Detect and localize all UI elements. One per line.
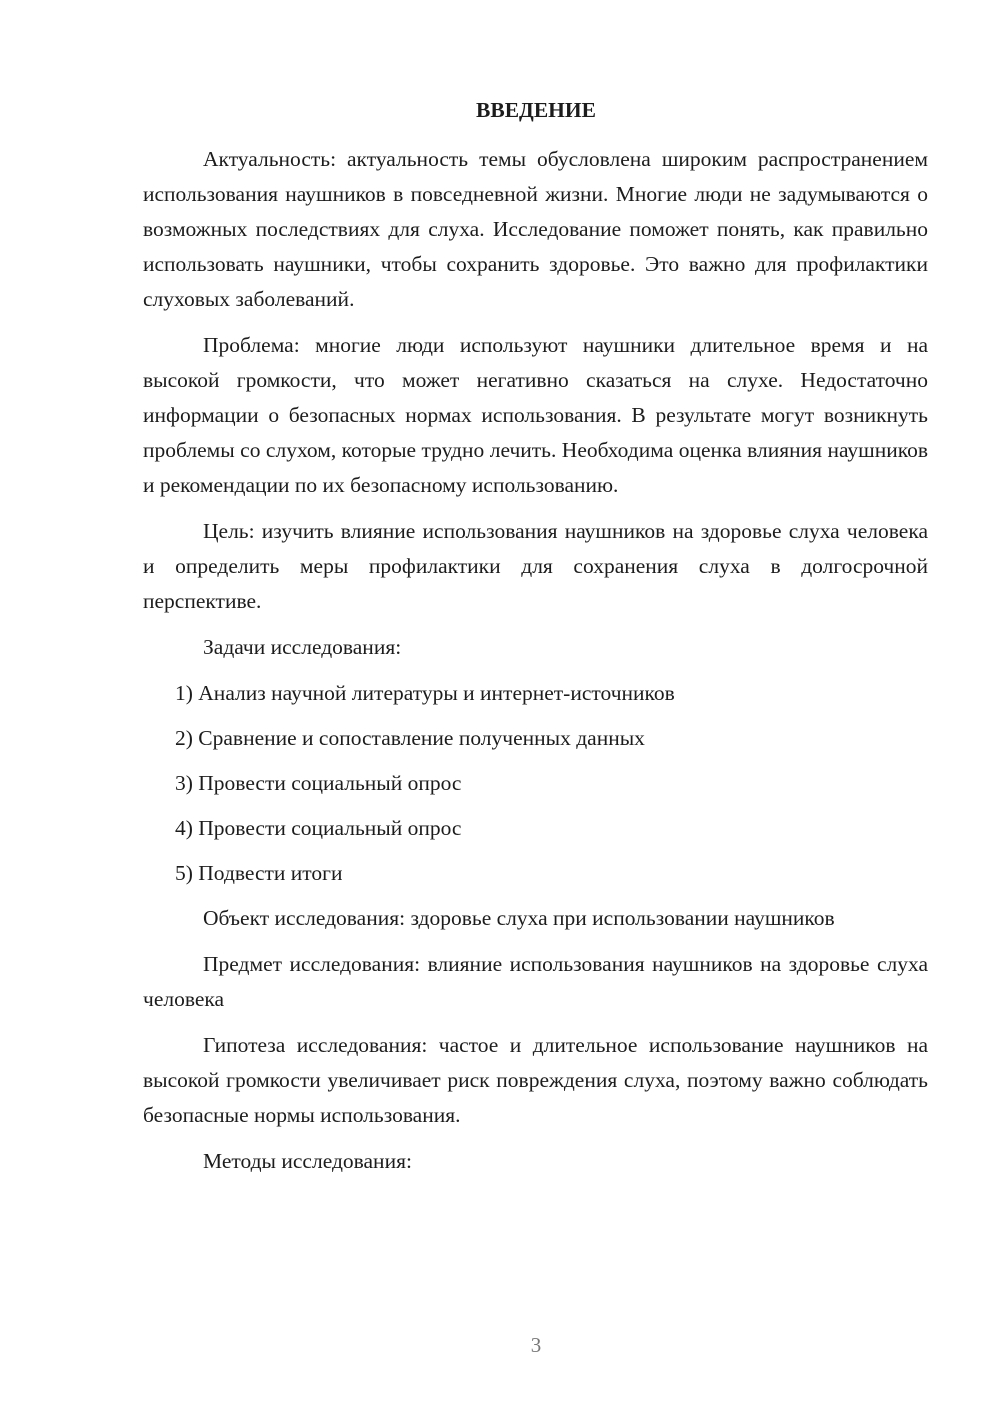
task-item: 4) Провести социальный опрос <box>175 816 462 840</box>
tasks-heading: Задачи исследования: <box>203 635 402 659</box>
section-title: ВВЕДЕНИЕ <box>476 98 596 122</box>
page-number: 3 <box>530 1333 542 1357</box>
object-paragraph: Объект исследования: здоровье слуха при использовании наушников <box>203 906 835 930</box>
task-item: 1) Анализ научной литературы и интернет-источников <box>175 681 675 705</box>
task-item: 2) Сравнение и сопоставление полученных данных <box>175 726 645 750</box>
hypothesis-paragraph: Гипотеза исследования: частое и длительное использование наушников на высокой громкости увеличивает риск повреждения слуха, поэтому важно соблюдать безопасные нормы использования. <box>143 1033 928 1127</box>
subject-paragraph: Предмет исследования: влияние использования наушников на здоровье слуха человека <box>143 952 928 1011</box>
problem-paragraph: Проблема: многие люди используют наушники длительное время и на высокой громкости, что может негативно сказаться на слухе. Недостаточно информации о безопасных нормах использования. В результате могут возникнуть проблемы со слухом, которые трудно лечить. Необходима оценка влияния наушников и рекомендации по их безопасному использованию. <box>143 333 928 497</box>
task-item: 5) Подвести итоги <box>175 861 343 885</box>
task-item: 3) Провести социальный опрос <box>175 771 462 795</box>
goal-paragraph: Цель: изучить влияние использования наушников на здоровье слуха человека и определить меры профилактики для сохранения слуха в долгосрочной перспективе. <box>143 519 928 613</box>
methods-heading: Методы исследования: <box>203 1149 412 1173</box>
document-body <box>143 142 928 1190</box>
relevance-paragraph: Актуальность: актуальность темы обусловлена широким распространением использования наушников в повседневной жизни. Многие люди не задумываются о возможных последствиях для слуха. Исследование поможет понять, как правильно использовать наушники, чтобы сохранить здоровье. Это важно для профилактики слуховых заболеваний. <box>143 147 928 311</box>
